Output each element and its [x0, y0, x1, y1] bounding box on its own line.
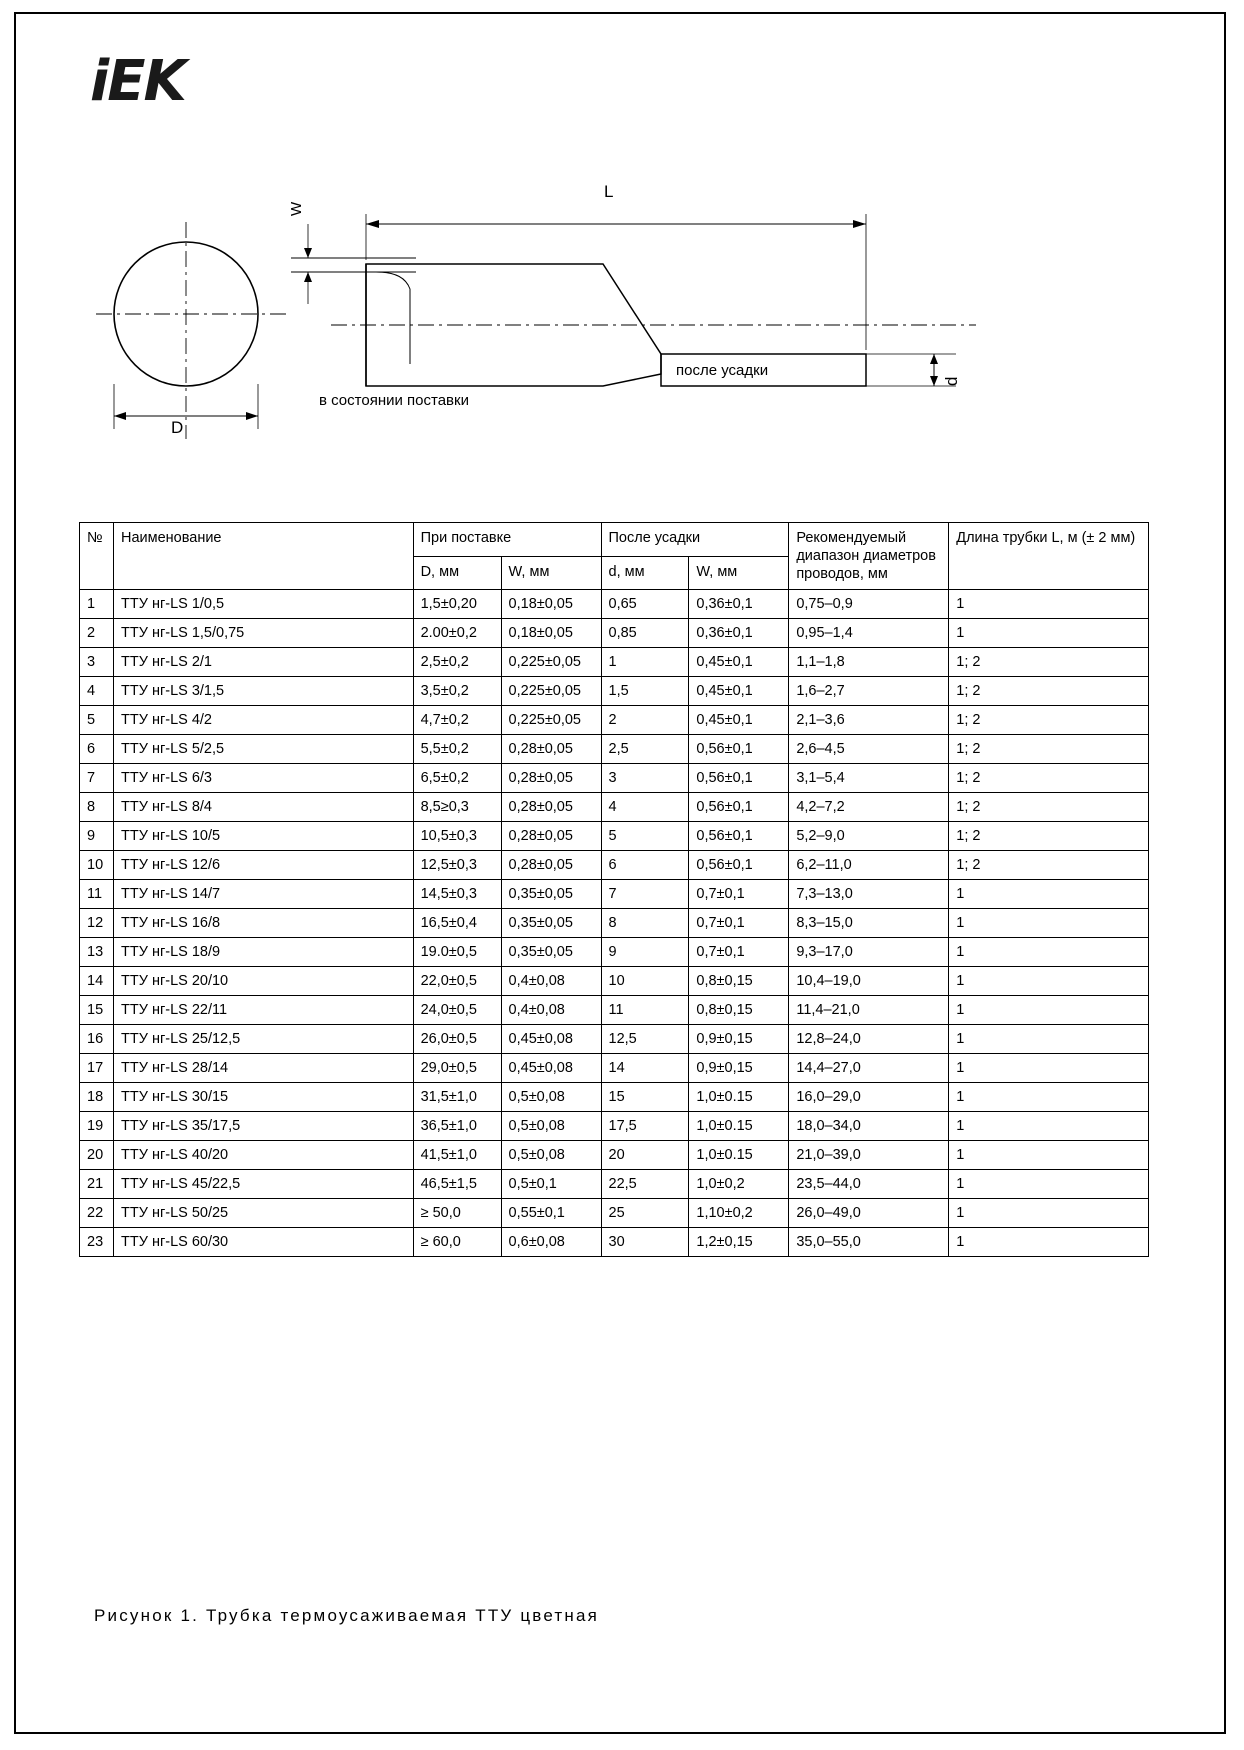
cell-range: 14,4–27,0 [789, 1054, 949, 1083]
cell-num: 14 [80, 967, 114, 996]
table-row [80, 1112, 1149, 1141]
cell-name: ТТУ нг-LS 60/30 [113, 1228, 413, 1257]
cell-range: 9,3–17,0 [789, 938, 949, 967]
cell-D: 1,5±0,20 [413, 590, 501, 619]
table-row [80, 619, 1149, 648]
table-row [80, 967, 1149, 996]
cell-range: 35,0–55,0 [789, 1228, 949, 1257]
cell-name: ТТУ нг-LS 2/1 [113, 648, 413, 677]
cell-name: ТТУ нг-LS 18/9 [113, 938, 413, 967]
table-row [80, 1199, 1149, 1228]
table-body [80, 590, 1149, 1257]
cell-W: 0,35±0,05 [501, 938, 601, 967]
cell-len: 1; 2 [949, 822, 1149, 851]
cell-range: 0,75–0,9 [789, 590, 949, 619]
cell-len: 1 [949, 909, 1149, 938]
cell-d: 6 [601, 851, 689, 880]
cell-D: ≥ 50,0 [413, 1199, 501, 1228]
cell-W: 0,35±0,05 [501, 909, 601, 938]
cell-num: 20 [80, 1141, 114, 1170]
cell-W2: 0,9±0,15 [689, 1054, 789, 1083]
cell-range: 10,4–19,0 [789, 967, 949, 996]
figure-caption: Рисунок 1. Трубка термоусаживаемая ТТУ цветная [94, 1606, 600, 1625]
cell-W: 0,4±0,08 [501, 967, 601, 996]
cell-range: 26,0–49,0 [789, 1199, 949, 1228]
cell-name: ТТУ нг-LS 20/10 [113, 967, 413, 996]
col-header-D: D, мм [413, 556, 501, 590]
cell-d: 25 [601, 1199, 689, 1228]
cell-W: 0,28±0,05 [501, 793, 601, 822]
cell-name: ТТУ нг-LS 5/2,5 [113, 735, 413, 764]
cell-d: 20 [601, 1141, 689, 1170]
cell-W2: 1,0±0.15 [689, 1141, 789, 1170]
label-d: d [942, 376, 961, 386]
cell-W2: 1,0±0,2 [689, 1170, 789, 1199]
cell-name: ТТУ нг-LS 30/15 [113, 1083, 413, 1112]
document-page [14, 12, 1226, 1734]
cell-len: 1 [949, 880, 1149, 909]
cell-W: 0,5±0,08 [501, 1112, 601, 1141]
cell-name: ТТУ нг-LS 10/5 [113, 822, 413, 851]
cell-range: 0,95–1,4 [789, 619, 949, 648]
cell-W2: 1,0±0.15 [689, 1083, 789, 1112]
cell-W2: 0,8±0,15 [689, 996, 789, 1025]
cell-name: ТТУ нг-LS 14/7 [113, 880, 413, 909]
cell-len: 1; 2 [949, 706, 1149, 735]
cell-num: 5 [80, 706, 114, 735]
cell-W2: 1,0±0.15 [689, 1112, 789, 1141]
cell-len: 1 [949, 1054, 1149, 1083]
cell-D: 3,5±0,2 [413, 677, 501, 706]
cell-num: 22 [80, 1199, 114, 1228]
cell-num: 4 [80, 677, 114, 706]
cell-W2: 0,56±0,1 [689, 793, 789, 822]
table-row [80, 1083, 1149, 1112]
cell-D: 12,5±0,3 [413, 851, 501, 880]
cell-d: 2,5 [601, 735, 689, 764]
cell-W2: 0,45±0,1 [689, 677, 789, 706]
cell-W2: 0,7±0,1 [689, 909, 789, 938]
cell-name: ТТУ нг-LS 3/1,5 [113, 677, 413, 706]
table-row [80, 909, 1149, 938]
cell-d: 15 [601, 1083, 689, 1112]
cell-d: 12,5 [601, 1025, 689, 1054]
col-header-W2: W, мм [689, 556, 789, 590]
cell-name: ТТУ нг-LS 28/14 [113, 1054, 413, 1083]
cell-W2: 0,7±0,1 [689, 938, 789, 967]
cell-name: ТТУ нг-LS 12/6 [113, 851, 413, 880]
cell-name: ТТУ нг-LS 50/25 [113, 1199, 413, 1228]
col-header-d: d, мм [601, 556, 689, 590]
cell-range: 18,0–34,0 [789, 1112, 949, 1141]
col-header-range: Рекомендуемый диапазон диаметров проводов, мм [789, 523, 949, 590]
cell-range: 2,6–4,5 [789, 735, 949, 764]
cell-len: 1 [949, 1112, 1149, 1141]
table-row [80, 1054, 1149, 1083]
label-W: W [288, 201, 305, 216]
cell-W2: 0,56±0,1 [689, 735, 789, 764]
cell-len: 1; 2 [949, 851, 1149, 880]
cell-num: 23 [80, 1228, 114, 1257]
cell-D: 5,5±0,2 [413, 735, 501, 764]
cell-num: 19 [80, 1112, 114, 1141]
table-row [80, 590, 1149, 619]
cell-range: 11,4–21,0 [789, 996, 949, 1025]
table-row [80, 822, 1149, 851]
table-row [80, 677, 1149, 706]
cell-range: 1,6–2,7 [789, 677, 949, 706]
table-row [80, 1025, 1149, 1054]
cell-range: 7,3–13,0 [789, 880, 949, 909]
cell-d: 4 [601, 793, 689, 822]
cell-W: 0,18±0,05 [501, 619, 601, 648]
cell-W: 0,225±0,05 [501, 648, 601, 677]
cell-W: 0,45±0,08 [501, 1025, 601, 1054]
table-row [80, 1228, 1149, 1257]
label-as-supplied: в состоянии поставки [319, 392, 469, 409]
table-head [80, 523, 1149, 590]
cell-num: 21 [80, 1170, 114, 1199]
table-row [80, 735, 1149, 764]
cell-len: 1; 2 [949, 764, 1149, 793]
cell-num: 11 [80, 880, 114, 909]
cell-d: 5 [601, 822, 689, 851]
cell-range: 12,8–24,0 [789, 1025, 949, 1054]
cell-range: 16,0–29,0 [789, 1083, 949, 1112]
cell-name: ТТУ нг-LS 4/2 [113, 706, 413, 735]
cell-W: 0,4±0,08 [501, 996, 601, 1025]
cell-range: 23,5–44,0 [789, 1170, 949, 1199]
cell-d: 1 [601, 648, 689, 677]
table-row [80, 764, 1149, 793]
col-header-W: W, мм [501, 556, 601, 590]
col-header-name: Наименование [113, 523, 413, 590]
cell-W2: 0,56±0,1 [689, 764, 789, 793]
cell-d: 8 [601, 909, 689, 938]
cell-D: 4,7±0,2 [413, 706, 501, 735]
technical-drawing [76, 154, 1156, 484]
cell-W: 0,28±0,05 [501, 851, 601, 880]
cell-range: 1,1–1,8 [789, 648, 949, 677]
cell-len: 1 [949, 938, 1149, 967]
cell-d: 0,65 [601, 590, 689, 619]
cell-name: ТТУ нг-LS 16/8 [113, 909, 413, 938]
table-row [80, 1141, 1149, 1170]
label-after-shrink: после усадки [676, 362, 769, 379]
cell-W2: 0,56±0,1 [689, 851, 789, 880]
cell-len: 1 [949, 590, 1149, 619]
cell-D: 19.0±0,5 [413, 938, 501, 967]
cell-num: 1 [80, 590, 114, 619]
cell-W2: 0,45±0,1 [689, 706, 789, 735]
cell-W2: 0,56±0,1 [689, 822, 789, 851]
cell-name: ТТУ нг-LS 6/3 [113, 764, 413, 793]
cell-range: 21,0–39,0 [789, 1141, 949, 1170]
cell-num: 6 [80, 735, 114, 764]
cell-W: 0,225±0,05 [501, 677, 601, 706]
cell-d: 10 [601, 967, 689, 996]
cell-W2: 0,36±0,1 [689, 590, 789, 619]
cell-W: 0,45±0,08 [501, 1054, 601, 1083]
cell-num: 9 [80, 822, 114, 851]
cell-D: 36,5±1,0 [413, 1112, 501, 1141]
cell-D: 31,5±1,0 [413, 1083, 501, 1112]
cell-D: 22,0±0,5 [413, 967, 501, 996]
cell-name: ТТУ нг-LS 35/17,5 [113, 1112, 413, 1141]
cell-W: 0,35±0,05 [501, 880, 601, 909]
cell-W: 0,28±0,05 [501, 735, 601, 764]
cell-num: 3 [80, 648, 114, 677]
cell-num: 7 [80, 764, 114, 793]
table-row [80, 996, 1149, 1025]
table-row [80, 1170, 1149, 1199]
cell-D: 26,0±0,5 [413, 1025, 501, 1054]
cell-len: 1 [949, 996, 1149, 1025]
cell-name: ТТУ нг-LS 25/12,5 [113, 1025, 413, 1054]
cell-num: 15 [80, 996, 114, 1025]
col-header-num: № [80, 523, 114, 590]
cell-num: 2 [80, 619, 114, 648]
cell-num: 12 [80, 909, 114, 938]
drawing-svg [76, 154, 1156, 484]
cell-d: 9 [601, 938, 689, 967]
cell-d: 7 [601, 880, 689, 909]
cell-num: 16 [80, 1025, 114, 1054]
cell-range: 5,2–9,0 [789, 822, 949, 851]
cell-D: 2,5±0,2 [413, 648, 501, 677]
cell-W: 0,5±0,08 [501, 1141, 601, 1170]
cell-D: 29,0±0,5 [413, 1054, 501, 1083]
header-row-1 [80, 523, 1149, 557]
cell-D: 41,5±1,0 [413, 1141, 501, 1170]
cell-W: 0,28±0,05 [501, 822, 601, 851]
cell-W: 0,5±0,08 [501, 1083, 601, 1112]
cell-D: ≥ 60,0 [413, 1228, 501, 1257]
cell-len: 1; 2 [949, 735, 1149, 764]
table-row [80, 793, 1149, 822]
cell-D: 8,5≥0,3 [413, 793, 501, 822]
cell-d: 17,5 [601, 1112, 689, 1141]
col-header-shrunk-group: После усадки [601, 523, 789, 557]
cell-W2: 0,45±0,1 [689, 648, 789, 677]
cell-len: 1 [949, 1141, 1149, 1170]
cell-W: 0,28±0,05 [501, 764, 601, 793]
iek-logo: iEK [90, 49, 185, 114]
cell-num: 13 [80, 938, 114, 967]
cell-range: 6,2–11,0 [789, 851, 949, 880]
cell-range: 3,1–5,4 [789, 764, 949, 793]
cell-d: 0,85 [601, 619, 689, 648]
cell-W: 0,225±0,05 [501, 706, 601, 735]
table-row [80, 880, 1149, 909]
col-header-supplied-group: При поставке [413, 523, 601, 557]
spec-table-wrapper [79, 522, 1149, 1257]
cell-len: 1 [949, 1199, 1149, 1228]
table-row [80, 648, 1149, 677]
cell-d: 2 [601, 706, 689, 735]
cell-range: 2,1–3,6 [789, 706, 949, 735]
cell-len: 1; 2 [949, 648, 1149, 677]
label-D: D [171, 418, 184, 437]
cell-len: 1; 2 [949, 677, 1149, 706]
cell-len: 1 [949, 967, 1149, 996]
cell-D: 14,5±0,3 [413, 880, 501, 909]
cell-W2: 0,36±0,1 [689, 619, 789, 648]
cell-name: ТТУ нг-LS 45/22,5 [113, 1170, 413, 1199]
cell-num: 8 [80, 793, 114, 822]
cell-name: ТТУ нг-LS 22/11 [113, 996, 413, 1025]
spec-table [79, 522, 1149, 1257]
cell-range: 4,2–7,2 [789, 793, 949, 822]
cell-len: 1 [949, 1025, 1149, 1054]
cell-W2: 0,7±0,1 [689, 880, 789, 909]
cell-name: ТТУ нг-LS 8/4 [113, 793, 413, 822]
cell-d: 1,5 [601, 677, 689, 706]
cell-W: 0,6±0,08 [501, 1228, 601, 1257]
col-header-length: Длина трубки L, м (± 2 мм) [949, 523, 1149, 590]
cell-W2: 0,8±0,15 [689, 967, 789, 996]
cell-name: ТТУ нг-LS 1/0,5 [113, 590, 413, 619]
cell-d: 22,5 [601, 1170, 689, 1199]
cell-len: 1 [949, 1083, 1149, 1112]
cell-D: 46,5±1,5 [413, 1170, 501, 1199]
cell-name: ТТУ нг-LS 40/20 [113, 1141, 413, 1170]
cell-num: 17 [80, 1054, 114, 1083]
cell-d: 11 [601, 996, 689, 1025]
cell-D: 6,5±0,2 [413, 764, 501, 793]
cell-d: 14 [601, 1054, 689, 1083]
table-row [80, 706, 1149, 735]
cell-W: 0,55±0,1 [501, 1199, 601, 1228]
cell-W2: 0,9±0,15 [689, 1025, 789, 1054]
cell-range: 8,3–15,0 [789, 909, 949, 938]
cell-len: 1 [949, 1228, 1149, 1257]
cell-d: 3 [601, 764, 689, 793]
cell-W2: 1,2±0,15 [689, 1228, 789, 1257]
cell-W: 0,5±0,1 [501, 1170, 601, 1199]
cell-D: 16,5±0,4 [413, 909, 501, 938]
cell-len: 1 [949, 1170, 1149, 1199]
cell-d: 30 [601, 1228, 689, 1257]
cell-D: 10,5±0,3 [413, 822, 501, 851]
cell-num: 10 [80, 851, 114, 880]
cell-len: 1 [949, 619, 1149, 648]
cell-num: 18 [80, 1083, 114, 1112]
cell-D: 2.00±0,2 [413, 619, 501, 648]
label-L: L [604, 182, 614, 201]
cell-name: ТТУ нг-LS 1,5/0,75 [113, 619, 413, 648]
cell-len: 1; 2 [949, 793, 1149, 822]
table-row [80, 851, 1149, 880]
cell-W2: 1,10±0,2 [689, 1199, 789, 1228]
table-row [80, 938, 1149, 967]
cell-D: 24,0±0,5 [413, 996, 501, 1025]
cell-W: 0,18±0,05 [501, 590, 601, 619]
